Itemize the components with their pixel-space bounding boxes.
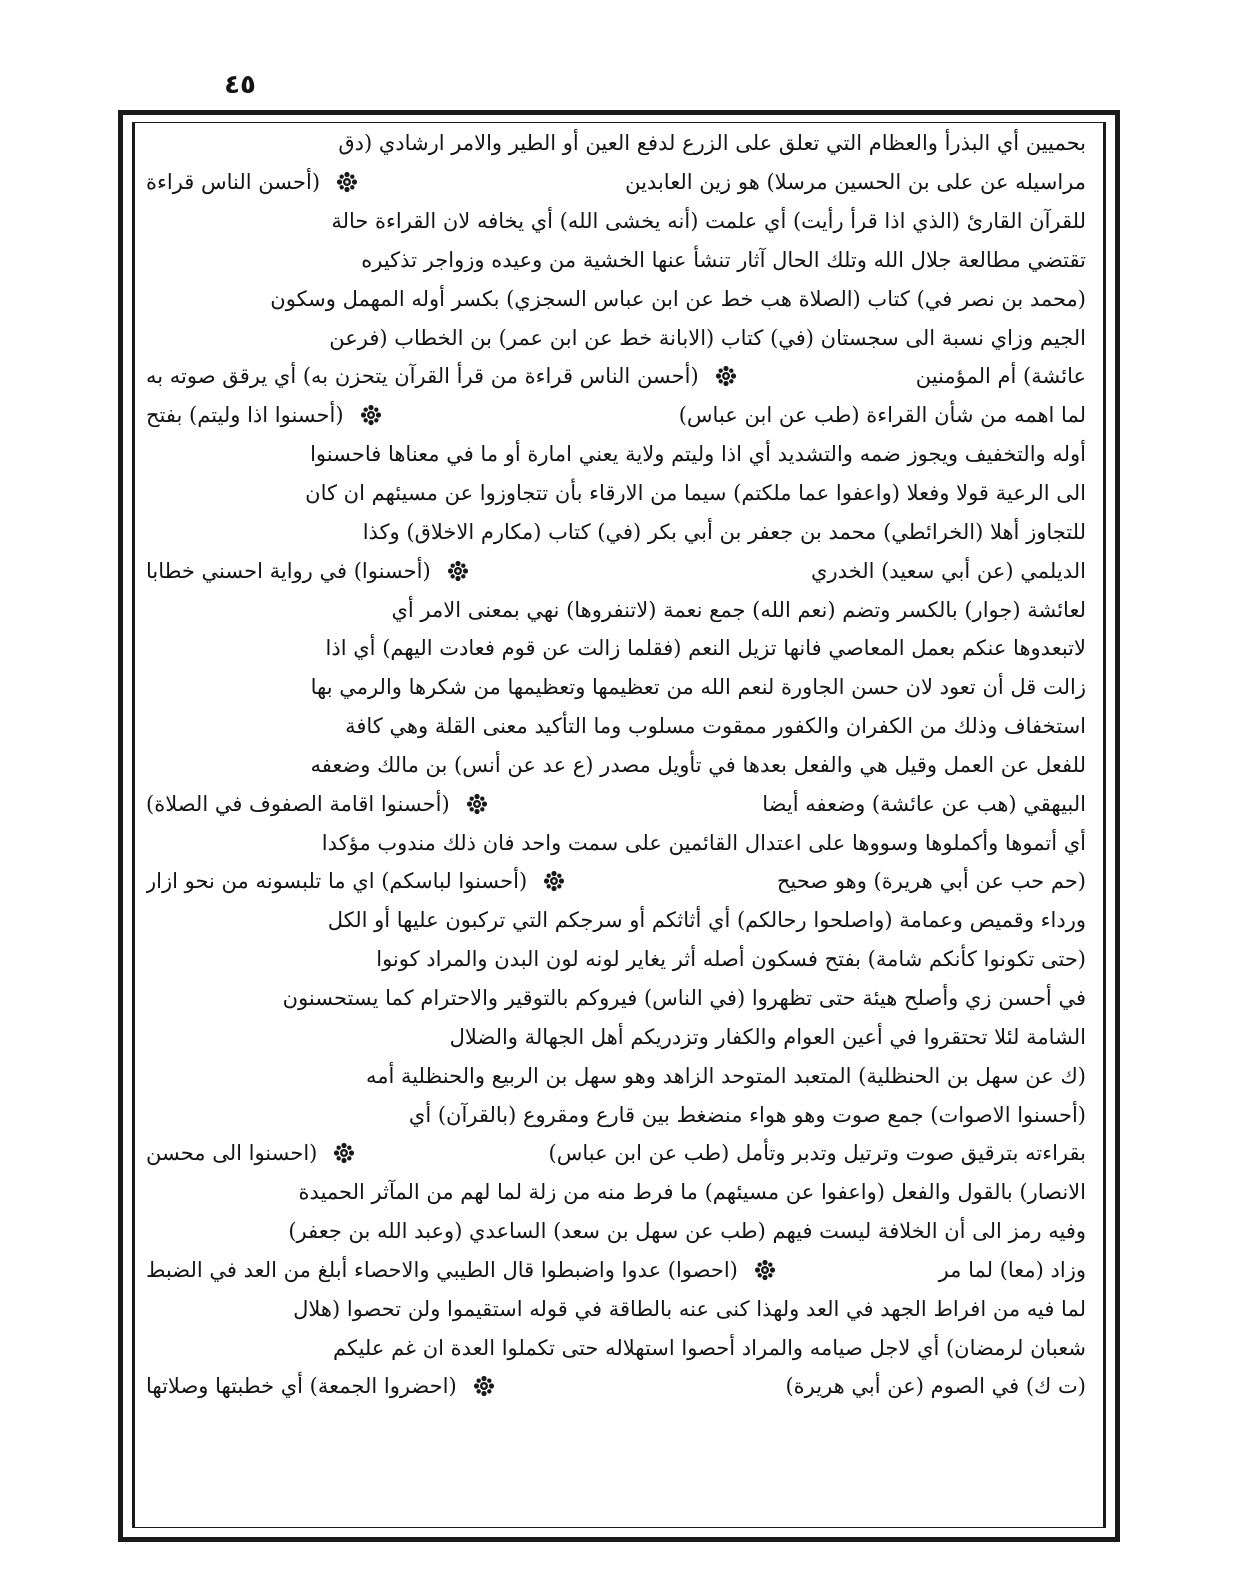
text-segment: (أحسنوا الاصوات) جمع صوت وهو هواء منضغط بين قارع ومقروع (بالقرآن) أي xyxy=(408,1102,1086,1127)
text-segment: (محمد بن نصر في) كتاب (الصلاة هب خط عن ابن عباس السجزي) بكسر أوله المهمل وسكون xyxy=(270,286,1086,311)
text-line xyxy=(146,551,1086,590)
text-line xyxy=(146,707,1086,746)
text-segment: عائشة) أم المؤمنين xyxy=(915,364,1086,389)
text-segment: لما اهمه من شأن القراءة (طب عن ابن عباس) xyxy=(678,403,1086,428)
page-number: ٤٥ xyxy=(224,70,256,100)
text-segment: البيهقي (هب عن عائشة) وضعفه أيضا xyxy=(762,791,1086,816)
text-line xyxy=(146,668,1086,707)
text-segment: زالت قل أن تعود لان حسن الجاورة لنعم الله من تعظيمها وتعظيمها من شكرها والرمي بها xyxy=(310,675,1086,700)
rosette-ornament-icon xyxy=(543,870,565,892)
text-line xyxy=(146,590,1086,629)
text-segment: (أحسن الناس قراءة من قرأ القرآن يتحزن به) أي يرقق صوته به xyxy=(146,364,699,389)
text-segment: (حتى تكونوا كأنكم شامة) بفتح فسكون أصله أثر يغاير لونه لون البدن والمراد كونوا xyxy=(376,947,1086,972)
text-segment: الشامة لئلا تحتقروا في أعين العوام والكفار وتزدريكم أهل الجهالة والضلال xyxy=(449,1024,1086,1049)
text-line xyxy=(146,124,1086,163)
text-line xyxy=(146,279,1086,318)
rosette-ornament-icon xyxy=(715,365,737,387)
rosette-ornament-icon xyxy=(754,1259,776,1281)
text-segment: الانصار) بالقول والفعل (واعفوا عن مسيئهم) ما فرط منه من زلة لما لهم من المآثر الحميدة xyxy=(298,1180,1086,1205)
text-line xyxy=(146,1328,1086,1367)
rosette-ornament-icon xyxy=(360,404,382,426)
text-segment: الديلمي (عن أبي سعيد) الخدري xyxy=(811,558,1086,583)
commentary-text xyxy=(146,124,1086,1524)
text-segment: الى الرعية قولا وفعلا (واعفوا عما ملكتم) سيما من الارقاء بأن تتجاوزوا عن مسيئهم ان كان xyxy=(305,481,1086,506)
text-segment: للقرآن القارئ (الذي اذا قرأ رأيت) أي علمت (أنه يخشى الله) أي يخافه لان القراءة حالة xyxy=(331,209,1086,234)
text-segment: وزاد (معا) لما مر xyxy=(938,1257,1086,1282)
rosette-ornament-icon xyxy=(333,1142,355,1164)
text-segment: لاتبعدوها عنكم بعمل المعاصي فانها تزيل النعم (فقلما زالت عن قوم فعادت اليهم) أي اذا xyxy=(325,636,1086,661)
text-line xyxy=(146,1056,1086,1095)
text-segment: الجيم وزاي نسبة الى سجستان (في) كتاب (الابانة خط عن ابن عمر) بن الخطاب (فرعن xyxy=(329,325,1086,350)
text-segment: (أحسن الناس قراءة xyxy=(146,170,321,195)
text-segment: (أحسنوا اذا وليتم) بفتح xyxy=(146,403,344,428)
text-segment: أوله والتخفيف ويجوز ضمه والتشديد أي اذا وليتم ولاية يعني امارة أو ما في معناها فاحسنوا xyxy=(310,442,1086,467)
text-segment: (أحسنوا لباسكم) اي ما تلبسونه من نحو ازار xyxy=(146,869,528,894)
text-line xyxy=(146,474,1086,513)
text-segment: (أحسنوا اقامة الصفوف في الصلاة) xyxy=(146,791,450,816)
text-line xyxy=(146,241,1086,280)
text-segment: في أحسن زي وأصلح هيئة حتى تظهروا (في الناس) فيروكم بالتوقير والاحترام كما يستحسنون xyxy=(282,985,1086,1010)
text-segment: (ك عن سهل بن الحنظلية) المتعبد المتوحد الزاهد وهو سهل بن الربيع والحنظلية أمه xyxy=(365,1063,1086,1088)
text-segment: لعائشة (جوار) بالكسر وتضم (نعم الله) جمع نعمة (لاتنفروها) نهي بمعنى الامر أي xyxy=(391,597,1086,622)
text-segment: تقتضي مطالعة جلال الله وتلك الحال آثار تنشأ عنها الخشية من وعيده وزواجر تذكيره xyxy=(361,247,1086,272)
text-line xyxy=(146,862,1086,901)
text-line xyxy=(146,1212,1086,1251)
text-line xyxy=(146,1134,1086,1173)
rosette-ornament-icon xyxy=(447,560,469,582)
text-segment: للتجاوز أهلا (الخرائطي) محمد بن جعفر بن أبي بكر (في) كتاب (مكارم الاخلاق) وكذا xyxy=(362,519,1086,544)
text-line xyxy=(146,1250,1086,1289)
text-segment: استخفاف وذلك من الكفران والكفور ممقوت مسلوب وما التأكيد معنى القلة وهي كافة xyxy=(345,714,1086,739)
text-line xyxy=(146,746,1086,785)
text-line xyxy=(146,318,1086,357)
text-segment: أي أتموها وأكملوها وسووها على اعتدال القائمين على سمت واحد فان ذلك مندوب مؤكدا xyxy=(321,830,1086,855)
text-line xyxy=(146,979,1086,1018)
text-segment: للفعل عن العمل وقيل هي والفعل بعدها في تأويل مصدر (ع عد عن أنس) بن مالك وضعفه xyxy=(310,752,1086,777)
text-line xyxy=(146,901,1086,940)
text-line xyxy=(146,202,1086,241)
text-segment: (احصوا) عدوا واضبطوا قال الطيبي والاحصاء أبلغ من العد في الضبط xyxy=(146,1257,738,1282)
text-segment: (ت ك) في الصوم (عن أبي هريرة) xyxy=(785,1374,1086,1399)
text-line xyxy=(146,163,1086,202)
text-line xyxy=(146,1017,1086,1056)
text-line xyxy=(146,512,1086,551)
text-segment: بحميين أي البذرأ والعظام التي تعلق على الزرع لدفع العين أو الطير والامر ارشادي (دق xyxy=(338,131,1086,156)
text-line xyxy=(146,823,1086,862)
text-line xyxy=(146,357,1086,396)
text-line xyxy=(146,435,1086,474)
text-line xyxy=(146,1095,1086,1134)
text-segment: لما فيه من افراط الجهد في العد ولهذا كنى عنه بالطاقة في قوله استقيموا ولن تحصوا (هلال xyxy=(293,1296,1086,1321)
rosette-ornament-icon xyxy=(466,793,488,815)
text-line xyxy=(146,784,1086,823)
text-segment: بقراءته بترقيق صوت وترتيل وتدبر وتأمل (طب عن ابن عباس) xyxy=(548,1141,1086,1166)
text-segment: ورداء وقميص وعمامة (واصلحوا رحالكم) أي أثاثكم أو سرجكم التي تركبون عليها أو الكل xyxy=(327,908,1086,933)
text-line xyxy=(146,396,1086,435)
text-segment: (حم حب عن أبي هريرة) وهو صحيح xyxy=(776,869,1086,894)
rosette-ornament-icon xyxy=(336,171,358,193)
text-line xyxy=(146,1289,1086,1328)
text-segment: شعبان لرمضان) أي لاجل صيامه والمراد أحصوا استهلاله حتى تكملوا العدة ان غم عليكم xyxy=(333,1335,1086,1360)
text-segment: (احضروا الجمعة) أي خطبتها وصلاتها xyxy=(146,1374,457,1399)
text-segment: (احسنوا الى محسن xyxy=(146,1141,318,1166)
text-segment: مراسيله عن على بن الحسين مرسلا) هو زين العابدين xyxy=(625,170,1086,195)
text-line xyxy=(146,940,1086,979)
text-line xyxy=(146,1173,1086,1212)
text-line xyxy=(146,1367,1086,1406)
rosette-ornament-icon xyxy=(473,1375,495,1397)
text-segment: وفيه رمز الى أن الخلافة ليست فيهم (طب عن سهل بن سعد) الساعدي (وعبد الله بن جعفر) xyxy=(288,1219,1086,1244)
text-segment: (أحسنوا) في رواية احسني خطابا xyxy=(146,558,431,583)
text-line xyxy=(146,629,1086,668)
